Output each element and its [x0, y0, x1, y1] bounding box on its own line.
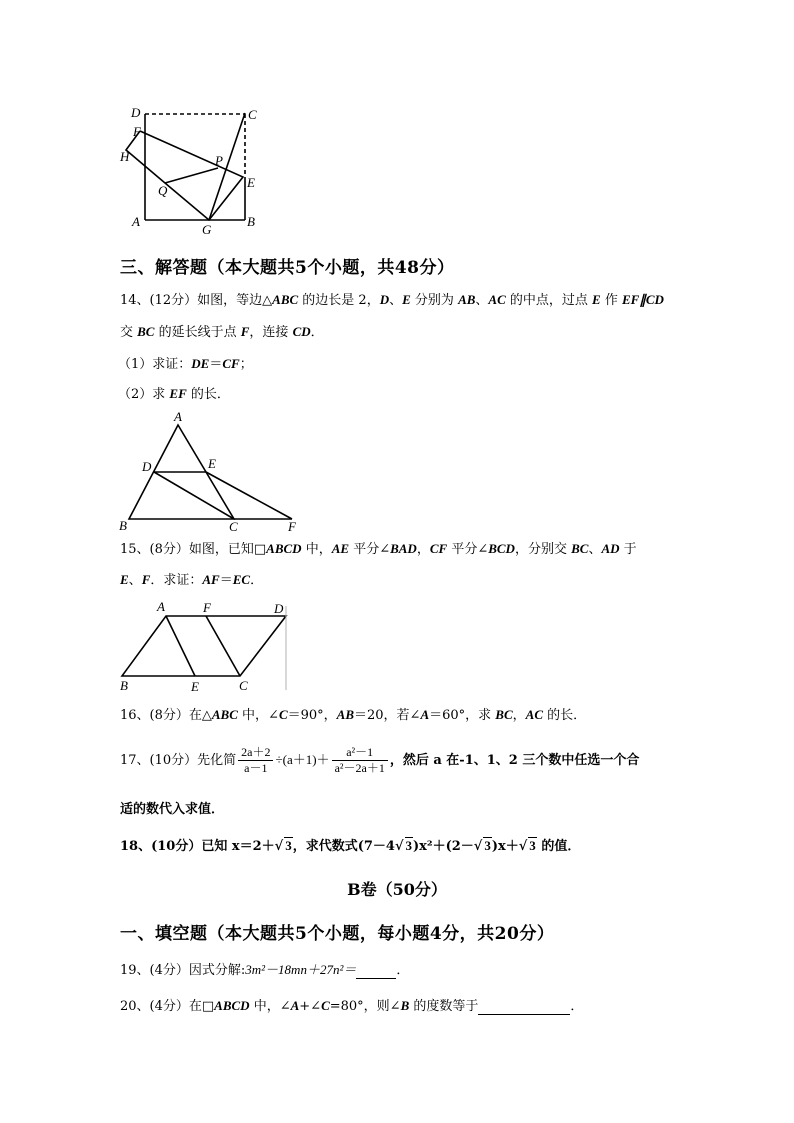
q20-answer-blank[interactable] [478, 1014, 570, 1015]
label-D: D [142, 459, 152, 474]
section-title-answers: 三、解答题（本大题共5个小题，共48分） [120, 258, 455, 278]
label-D: D [131, 105, 141, 120]
q15-line2: E、F．求证：AF＝EC． [120, 572, 264, 588]
label-F: F [133, 124, 141, 139]
label-C: C [248, 107, 257, 122]
figure-q14-svg [116, 408, 306, 532]
label-E: E [208, 456, 216, 471]
figure-q15 [116, 598, 296, 694]
fraction-2: $\frac{\text{a²－1}}{\text{a²－2a＋1}}$ [332, 745, 388, 776]
figure-q13 [118, 104, 268, 236]
label-C: C [229, 519, 238, 534]
label-Q: Q [158, 183, 168, 198]
label-D: D [274, 601, 284, 616]
label-E: E [247, 175, 255, 190]
section-title-fill-blank: 一、填空题（本大题共5个小题，每小题4分，共20分） [120, 924, 555, 944]
label-P: P [215, 153, 223, 168]
q17-line2: 适的数代入求值． [120, 802, 225, 817]
label-A: A [132, 214, 140, 229]
label-C: C [239, 678, 248, 693]
figure-q14 [116, 408, 306, 532]
q14-line1: 14、(12分）如图，等边△ABC 的边长是 2，D、E 分别为 AB、AC 的中点，过点 E 作 EF∥CD [120, 292, 664, 308]
label-F: F [203, 600, 211, 615]
label-B: B [247, 214, 255, 229]
q20-line: 20、(4分）在□ABCD 中，∠A+∠C=80°，则∠B 的度数等于 ． [120, 998, 584, 1014]
label-A: A [157, 599, 165, 614]
q18-line: 18、(10分）已知 x＝2＋√ 3，求代数式(7－4√ 3)x²＋(2－√ 3)x＋√ 3 的值． [120, 838, 581, 854]
label-G: G [202, 222, 212, 237]
figure-q13-svg [118, 104, 268, 236]
label-B: B [119, 518, 127, 533]
q14-line2: 交 BC 的延长线于点 F，连接 CD． [120, 324, 324, 340]
fraction-1: $\frac{2a+2}{a-1}$ [238, 745, 273, 776]
label-F: F [288, 519, 296, 534]
q14-subquestion-2: （2）求 EF 的长． [118, 386, 230, 402]
q16-line: 16、(8分）在△ABC 中，∠C＝90°，AB＝20，若∠A＝60°，求 BC，AC 的长． [120, 707, 587, 723]
label-H: H [120, 149, 130, 164]
figure-q15-svg [116, 598, 296, 694]
q14-subquestion-1: （1）求证：DE＝CF； [118, 356, 253, 372]
q19-answer-blank[interactable] [356, 978, 396, 979]
q19-line: 19、(4分）因式分解:3m²－18mn＋27n²＝ ． [120, 962, 410, 978]
label-B: B [120, 678, 128, 693]
label-E: E [191, 679, 199, 694]
q15-line1: 15、(8分）如图，已知□ABCD 中，AE 平分∠BAD，CF 平分∠BCD，分别交 BC、AD 于 [120, 541, 637, 557]
q17-line1: 17、(10分）先化简 $\frac{2a+2}{a-1}$ ÷(a＋1)＋ $\frac{\text{a²－1}}{\text{a²－2a＋1}}$ ，然后 a 在-1、1、2 三个数中任选一个合 [120, 745, 640, 775]
label-A: A [174, 409, 182, 424]
part-b-title: B卷（50分） [347, 880, 447, 899]
